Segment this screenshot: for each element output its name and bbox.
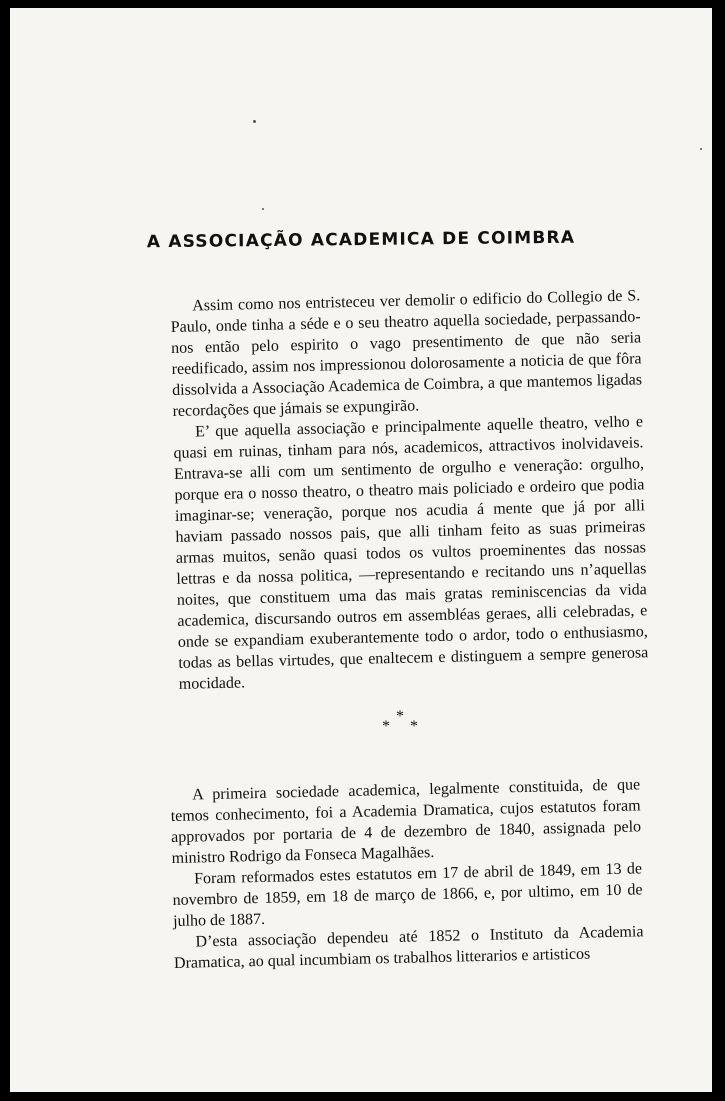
paper-speck [700, 148, 702, 150]
section-history [170, 774, 644, 974]
asterisk: * [396, 708, 404, 725]
section-intro [170, 285, 649, 695]
asterisk: * [382, 718, 390, 735]
paragraph: E’ que aquella associação e principalmente aquelle theatro, velho e quasi em ruinas, tinham para nós, academicos, attractivos inolvidaveis. Entrava-se alli com um sentimento de orgulho e veneração: orgulho, porque era o nosso theatro, o theatro mais policiado e ordeiro que podia imaginar-se; veneração, porque nos acudia á mente que já por alli haviam passado nossos pais, que alli tinham feito as suas primeiras armas muitos, senão quasi todos os vultos proeminentes das nossas lettras e da nossa politica, —representando e recitando uns n’aquellas noites, que constituem uma das mais gratas reminiscencias da vida academica, discursando outros em assembléas geraes, alli celebradas, e onde se expandiam exuberantemente todo o ardor, todo o enthusiasmo, todas as bellas virtudes, que enaltecem e distinguem a sempre generosa mocidade. [173, 413, 649, 693]
section-separator [376, 708, 436, 748]
asterisk: * [410, 718, 418, 735]
page-title: A ASSOCIAÇÃO ACADEMICA DE COIMBRA [146, 227, 576, 253]
paragraph: A primeira sociedade academica, legalmente constituida, de que temos conhecimento, foi a Academia Dramatica, cujos estatutos foram approvados por portaria de 4 de dezembro de 1840, assignada pelo ministro Rodrigo da Fonseca Magalhães. [170, 776, 642, 867]
paper-speck [262, 208, 264, 210]
book-page [10, 8, 712, 1092]
paragraph: Assim como nos entristeceu ver demolir o edificio do Collegio de S. Paulo, onde tinha a séde e o seu theatro aquella sociedade, perpassando-nos então pelo espirito o vago presentimento de que não seria reedificado, assim nos impressionou dolorosamente a noticia de que fôra dissolvida a Associação Academica de Coimbra, a que mantemos ligadas recordações que jámais se expungirão. [170, 287, 643, 420]
paragraph: Foram reformados estes estatutos em 17 de abril de 1849, em 13 de novembro de 1859, em 18 de março de 1866, e, por ultimo, em 10 de julho de 1887. [172, 860, 643, 930]
paper-speck [253, 120, 256, 123]
paragraph: D’esta associação dependeu até 1852 o Instituto da Academia Dramatica, ao qual incumbiam os trabalhos litterarios e artisticos [173, 923, 644, 972]
